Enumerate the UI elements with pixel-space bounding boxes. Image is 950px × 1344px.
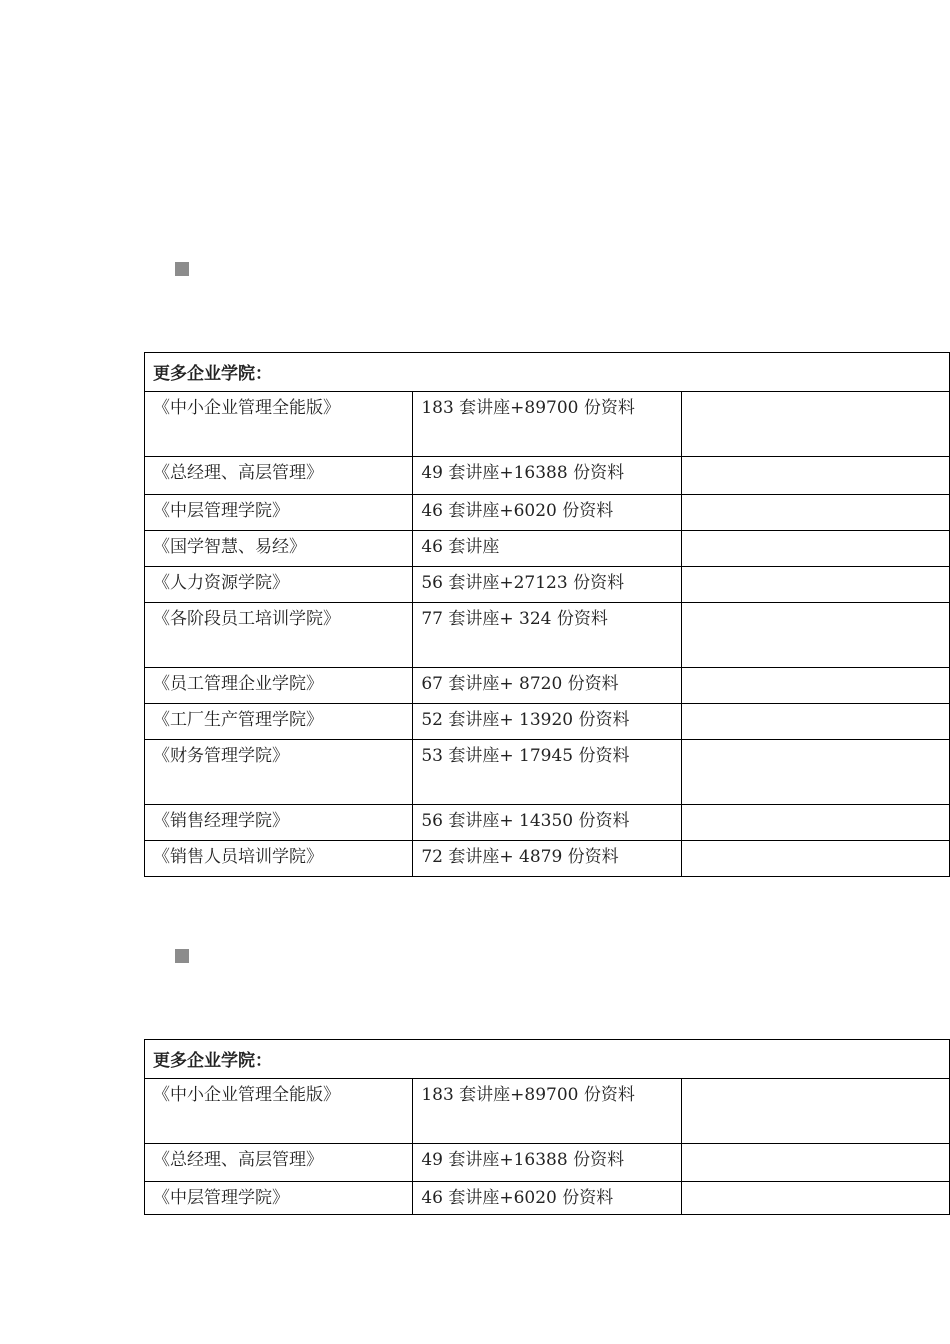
empty-cell: [681, 841, 949, 877]
table-header-row: [145, 1040, 950, 1079]
table-row: [145, 805, 950, 841]
course-name: 《中小企业管理全能版》: [145, 1079, 413, 1144]
course-name: 《总经理、高层管理》: [145, 457, 413, 495]
table-row: [145, 668, 950, 704]
bullet-square-1: [175, 262, 189, 276]
academy-table-2: [144, 1039, 950, 1215]
table-header: 更多企业学院：: [145, 1040, 950, 1079]
table-row: [145, 1079, 950, 1144]
course-detail: 56 套讲座+27123 份资料: [413, 567, 681, 603]
course-detail: 77 套讲座+ 324 份资料: [413, 603, 681, 668]
course-detail: 183 套讲座+89700 份资料: [413, 1079, 681, 1144]
table-row: [145, 603, 950, 668]
empty-cell: [681, 531, 949, 567]
empty-cell: [681, 805, 949, 841]
empty-cell: [681, 704, 949, 740]
course-name: 《国学智慧、易经》: [145, 531, 413, 567]
table-row: [145, 531, 950, 567]
course-detail: 72 套讲座+ 4879 份资料: [413, 841, 681, 877]
empty-cell: [681, 740, 949, 805]
course-name: 《总经理、高层管理》: [145, 1144, 413, 1182]
table-row: [145, 392, 950, 457]
course-name: 《中小企业管理全能版》: [145, 392, 413, 457]
course-detail: 49 套讲座+16388 份资料: [413, 1144, 681, 1182]
course-name: 《销售人员培训学院》: [145, 841, 413, 877]
empty-cell: [681, 1144, 949, 1182]
table-row: [145, 1144, 950, 1182]
empty-cell: [681, 392, 949, 457]
course-name: 《中层管理学院》: [145, 1182, 413, 1215]
course-name: 《各阶段员工培训学院》: [145, 603, 413, 668]
table-row: [145, 457, 950, 495]
empty-cell: [681, 668, 949, 704]
course-detail: 52 套讲座+ 13920 份资料: [413, 704, 681, 740]
course-detail: 67 套讲座+ 8720 份资料: [413, 668, 681, 704]
empty-cell: [681, 1079, 949, 1144]
course-detail: 53 套讲座+ 17945 份资料: [413, 740, 681, 805]
empty-cell: [681, 567, 949, 603]
course-detail: 49 套讲座+16388 份资料: [413, 457, 681, 495]
course-name: 《工厂生产管理学院》: [145, 704, 413, 740]
course-detail: 46 套讲座+6020 份资料: [413, 495, 681, 531]
table-header: 更多企业学院：: [145, 353, 950, 392]
course-name: 《员工管理企业学院》: [145, 668, 413, 704]
table-row: [145, 704, 950, 740]
course-detail: 56 套讲座+ 14350 份资料: [413, 805, 681, 841]
table-row: [145, 567, 950, 603]
empty-cell: [681, 603, 949, 668]
table-row: [145, 1182, 950, 1215]
course-name: 《销售经理学院》: [145, 805, 413, 841]
course-detail: 46 套讲座+6020 份资料: [413, 1182, 681, 1215]
table-header-row: [145, 353, 950, 392]
course-detail: 46 套讲座: [413, 531, 681, 567]
empty-cell: [681, 495, 949, 531]
course-name: 《人力资源学院》: [145, 567, 413, 603]
academy-table-1: [144, 352, 950, 877]
bullet-square-2: [175, 949, 189, 963]
table-row: [145, 841, 950, 877]
course-detail: 183 套讲座+89700 份资料: [413, 392, 681, 457]
course-name: 《财务管理学院》: [145, 740, 413, 805]
empty-cell: [681, 1182, 949, 1215]
course-name: 《中层管理学院》: [145, 495, 413, 531]
empty-cell: [681, 457, 949, 495]
table-row: [145, 495, 950, 531]
table-row: [145, 740, 950, 805]
